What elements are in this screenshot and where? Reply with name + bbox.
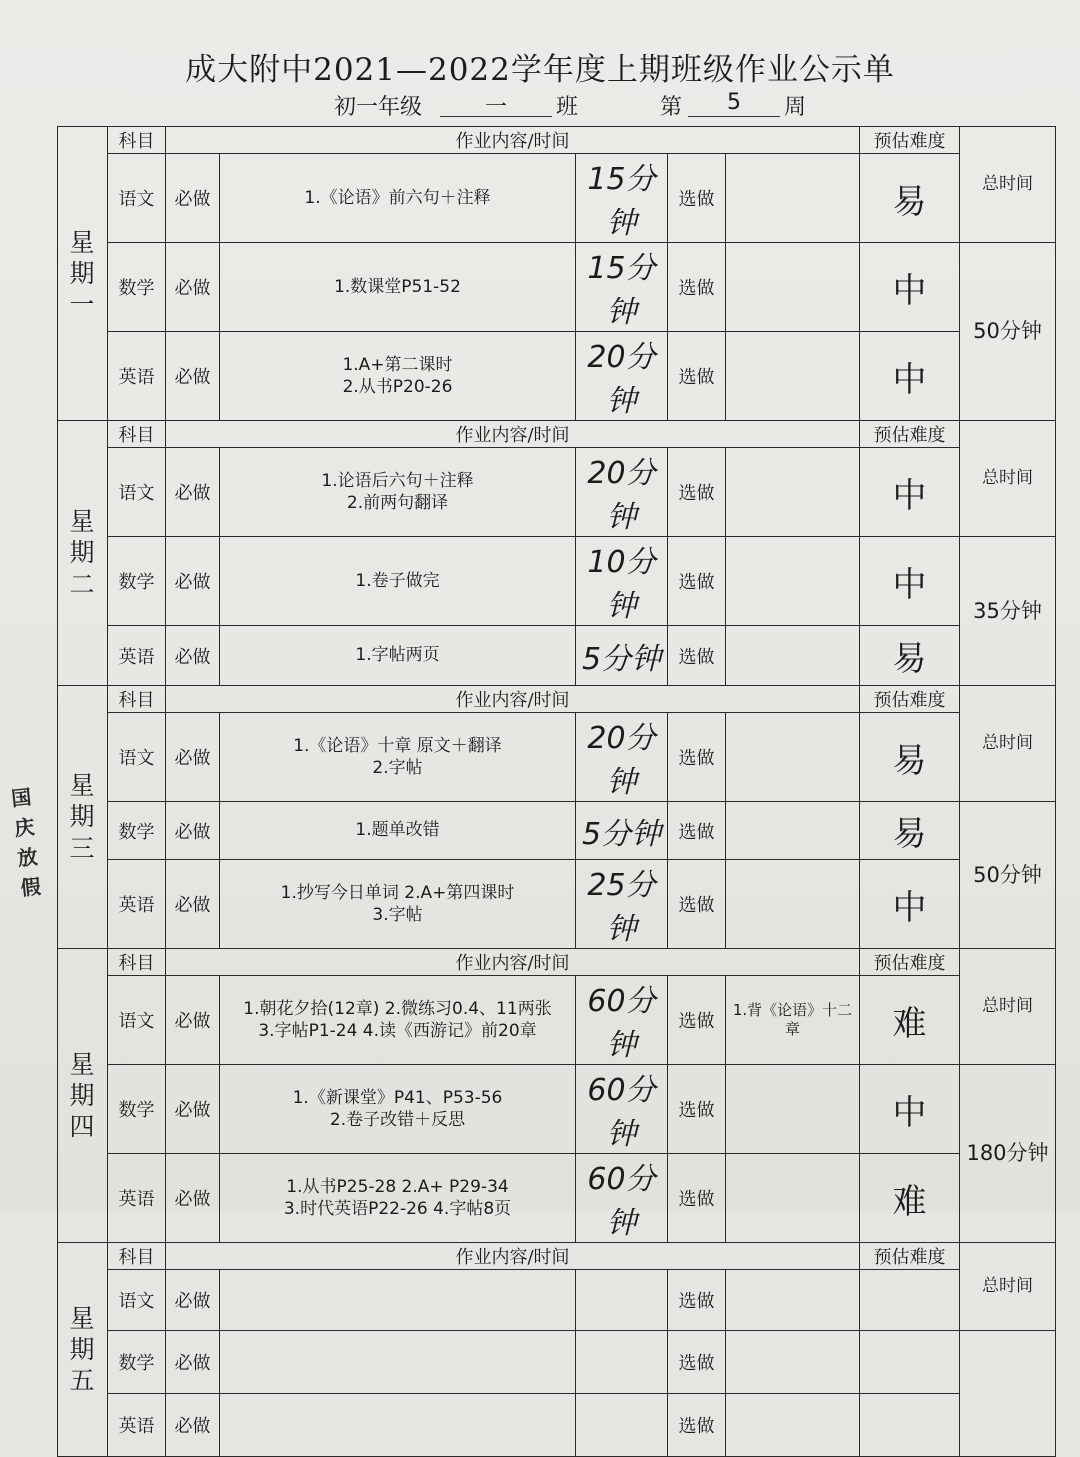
optional-content — [726, 243, 860, 332]
difficulty-value — [860, 1331, 960, 1394]
day-label: 星期五 — [58, 1243, 108, 1457]
optional-content — [726, 1154, 860, 1243]
difficulty-value: 中 — [860, 860, 960, 949]
optional-label: 选做 — [668, 860, 726, 949]
homework-time: 5分钟 — [576, 626, 668, 686]
difficulty-value — [860, 1394, 960, 1457]
homework-content: 1.A+第二课时 2.从书P20-26 — [220, 332, 576, 421]
homework-row — [58, 802, 1056, 860]
optional-label: 选做 — [668, 1154, 726, 1243]
homework-row — [58, 154, 1056, 243]
total-time-value: 50分钟 — [960, 802, 1056, 949]
homework-content — [220, 1270, 576, 1331]
grade-label: 初一年级 — [334, 95, 423, 120]
homework-row — [58, 1394, 1056, 1457]
homework-row — [58, 448, 1056, 537]
subject-name: 数学 — [108, 537, 166, 626]
optional-label: 选做 — [668, 1394, 726, 1457]
optional-label: 选做 — [668, 802, 726, 860]
difficulty-value: 易 — [860, 626, 960, 686]
subject-name: 英语 — [108, 860, 166, 949]
optional-label: 选做 — [668, 332, 726, 421]
difficulty-value: 易 — [860, 154, 960, 243]
homework-time: 20分钟 — [576, 448, 668, 537]
subject-name: 数学 — [108, 1331, 166, 1394]
content-header: 作业内容/时间 — [166, 949, 860, 976]
homework-time: 25分钟 — [576, 860, 668, 949]
homework-time — [576, 1394, 668, 1457]
required-label: 必做 — [166, 1270, 220, 1331]
grade-week-line — [0, 90, 1080, 126]
homework-row — [58, 1270, 1056, 1331]
subject-name: 数学 — [108, 1065, 166, 1154]
optional-content — [726, 626, 860, 686]
homework-content: 1.字帖两页 — [220, 626, 576, 686]
required-label: 必做 — [166, 537, 220, 626]
difficulty-value: 难 — [860, 1154, 960, 1243]
optional-label: 选做 — [668, 243, 726, 332]
page-title: 成大附中2021—2022学年度上期班级作业公示单 — [185, 52, 895, 88]
homework-time: 60分钟 — [576, 1154, 668, 1243]
homework-content: 1.卷子做完 — [220, 537, 576, 626]
difficulty-value: 中 — [860, 332, 960, 421]
subject-name: 英语 — [108, 1394, 166, 1457]
homework-time — [576, 1270, 668, 1331]
required-label: 必做 — [166, 1065, 220, 1154]
difficulty-value: 中 — [860, 1065, 960, 1154]
subject-name: 语文 — [108, 448, 166, 537]
difficulty-value: 中 — [860, 243, 960, 332]
total-time-header: 总时间 — [960, 421, 1056, 537]
optional-label: 选做 — [668, 154, 726, 243]
difficulty-value: 易 — [860, 802, 960, 860]
class-label: 班 — [556, 95, 579, 120]
optional-label: 选做 — [668, 713, 726, 802]
homework-content: 1.从书P25-28 2.A+ P29-34 3.时代英语P22-26 4.字帖8页 — [220, 1154, 576, 1243]
homework-content: 1.《论语》前六句＋注释 — [220, 154, 576, 243]
subject-name: 语文 — [108, 154, 166, 243]
required-label: 必做 — [166, 1394, 220, 1457]
optional-label: 选做 — [668, 626, 726, 686]
total-time-header: 总时间 — [960, 1243, 1056, 1331]
total-time-value: 35分钟 — [960, 537, 1056, 686]
optional-content — [726, 1394, 860, 1457]
difficulty-value: 中 — [860, 537, 960, 626]
optional-content — [726, 1331, 860, 1394]
subject-header: 科目 — [108, 127, 166, 154]
homework-content — [220, 1331, 576, 1394]
difficulty-header: 预估难度 — [860, 127, 960, 154]
difficulty-value: 中 — [860, 448, 960, 537]
subject-name: 数学 — [108, 243, 166, 332]
total-time-header: 总时间 — [960, 686, 1056, 802]
required-label: 必做 — [166, 1331, 220, 1394]
homework-content: 1.朝花夕拾(12章) 2.微练习0.4、11两张 3.字帖P1-24 4.读《西游记》前20章 — [220, 976, 576, 1065]
homework-content: 1.论语后六句＋注释 2.前两句翻译 — [220, 448, 576, 537]
homework-row — [58, 243, 1056, 332]
optional-content — [726, 1065, 860, 1154]
homework-row — [58, 626, 1056, 686]
required-label: 必做 — [166, 626, 220, 686]
optional-content — [726, 713, 860, 802]
difficulty-header: 预估难度 — [860, 1243, 960, 1270]
subject-name: 语文 — [108, 1270, 166, 1331]
homework-time: 15分钟 — [576, 243, 668, 332]
subject-name: 数学 — [108, 802, 166, 860]
homework-content: 1.题单改错 — [220, 802, 576, 860]
optional-label: 选做 — [668, 448, 726, 537]
homework-time: 60分钟 — [576, 1065, 668, 1154]
optional-label: 选做 — [668, 1270, 726, 1331]
required-label: 必做 — [166, 332, 220, 421]
optional-content — [726, 802, 860, 860]
subject-header: 科目 — [108, 949, 166, 976]
optional-content — [726, 332, 860, 421]
difficulty-value: 难 — [860, 976, 960, 1065]
homework-time: 15分钟 — [576, 154, 668, 243]
homework-time: 5分钟 — [576, 802, 668, 860]
optional-label: 选做 — [668, 1331, 726, 1394]
week-suffix: 周 — [784, 95, 807, 120]
class-number: 一 — [440, 90, 552, 117]
optional-content — [726, 448, 860, 537]
total-time-value: 50分钟 — [960, 243, 1056, 421]
homework-row — [58, 537, 1056, 626]
content-header: 作业内容/时间 — [166, 127, 860, 154]
homework-row — [58, 976, 1056, 1065]
difficulty-header: 预估难度 — [860, 949, 960, 976]
difficulty-header: 预估难度 — [860, 686, 960, 713]
optional-label: 选做 — [668, 976, 726, 1065]
required-label: 必做 — [166, 802, 220, 860]
homework-table — [57, 126, 1056, 1457]
homework-row — [58, 1065, 1056, 1154]
required-label: 必做 — [166, 860, 220, 949]
content-header: 作业内容/时间 — [166, 1243, 860, 1270]
homework-content: 1.抄写今日单词 2.A+第四课时 3.字帖 — [220, 860, 576, 949]
difficulty-header: 预估难度 — [860, 421, 960, 448]
homework-row — [58, 1154, 1056, 1243]
subject-header: 科目 — [108, 1243, 166, 1270]
subject-name: 英语 — [108, 332, 166, 421]
homework-content — [220, 1394, 576, 1457]
homework-time: 20分钟 — [576, 332, 668, 421]
holiday-note: 国庆放假 — [10, 784, 42, 901]
day-label: 星期三 — [58, 686, 108, 949]
subject-name: 语文 — [108, 713, 166, 802]
day-label: 星期二 — [58, 421, 108, 686]
subject-name: 英语 — [108, 1154, 166, 1243]
homework-row — [58, 1331, 1056, 1394]
day-label: 星期四 — [58, 949, 108, 1243]
optional-content — [726, 154, 860, 243]
required-label: 必做 — [166, 243, 220, 332]
content-header: 作业内容/时间 — [166, 421, 860, 448]
subject-header: 科目 — [108, 686, 166, 713]
total-time-value: 180分钟 — [960, 1065, 1056, 1243]
homework-time: 60分钟 — [576, 976, 668, 1065]
required-label: 必做 — [166, 448, 220, 537]
optional-content — [726, 860, 860, 949]
total-time-value — [960, 1331, 1056, 1457]
homework-time: 10分钟 — [576, 537, 668, 626]
homework-content: 1.《论语》十章 原文＋翻译 2.字帖 — [220, 713, 576, 802]
total-time-header: 总时间 — [960, 127, 1056, 243]
homework-row — [58, 713, 1056, 802]
subject-name: 语文 — [108, 976, 166, 1065]
homework-content: 1.数课堂P51-52 — [220, 243, 576, 332]
homework-row — [58, 860, 1056, 949]
week-prefix: 第 — [660, 95, 683, 120]
homework-time: 20分钟 — [576, 713, 668, 802]
content-header: 作业内容/时间 — [166, 686, 860, 713]
optional-label: 选做 — [668, 537, 726, 626]
required-label: 必做 — [166, 713, 220, 802]
required-label: 必做 — [166, 154, 220, 243]
homework-content: 1.《新课堂》P41、P53-56 2.卷子改错＋反思 — [220, 1065, 576, 1154]
required-label: 必做 — [166, 1154, 220, 1243]
optional-content — [726, 1270, 860, 1331]
optional-label: 选做 — [668, 1065, 726, 1154]
difficulty-value — [860, 1270, 960, 1331]
subject-header: 科目 — [108, 421, 166, 448]
optional-content — [726, 537, 860, 626]
homework-time — [576, 1331, 668, 1394]
subject-name: 英语 — [108, 626, 166, 686]
optional-content: 1.背《论语》十二章 — [726, 976, 860, 1065]
week-number: 5 — [688, 90, 780, 117]
day-label: 星期一 — [58, 127, 108, 421]
difficulty-value: 易 — [860, 713, 960, 802]
required-label: 必做 — [166, 976, 220, 1065]
total-time-header: 总时间 — [960, 949, 1056, 1065]
homework-row — [58, 332, 1056, 421]
